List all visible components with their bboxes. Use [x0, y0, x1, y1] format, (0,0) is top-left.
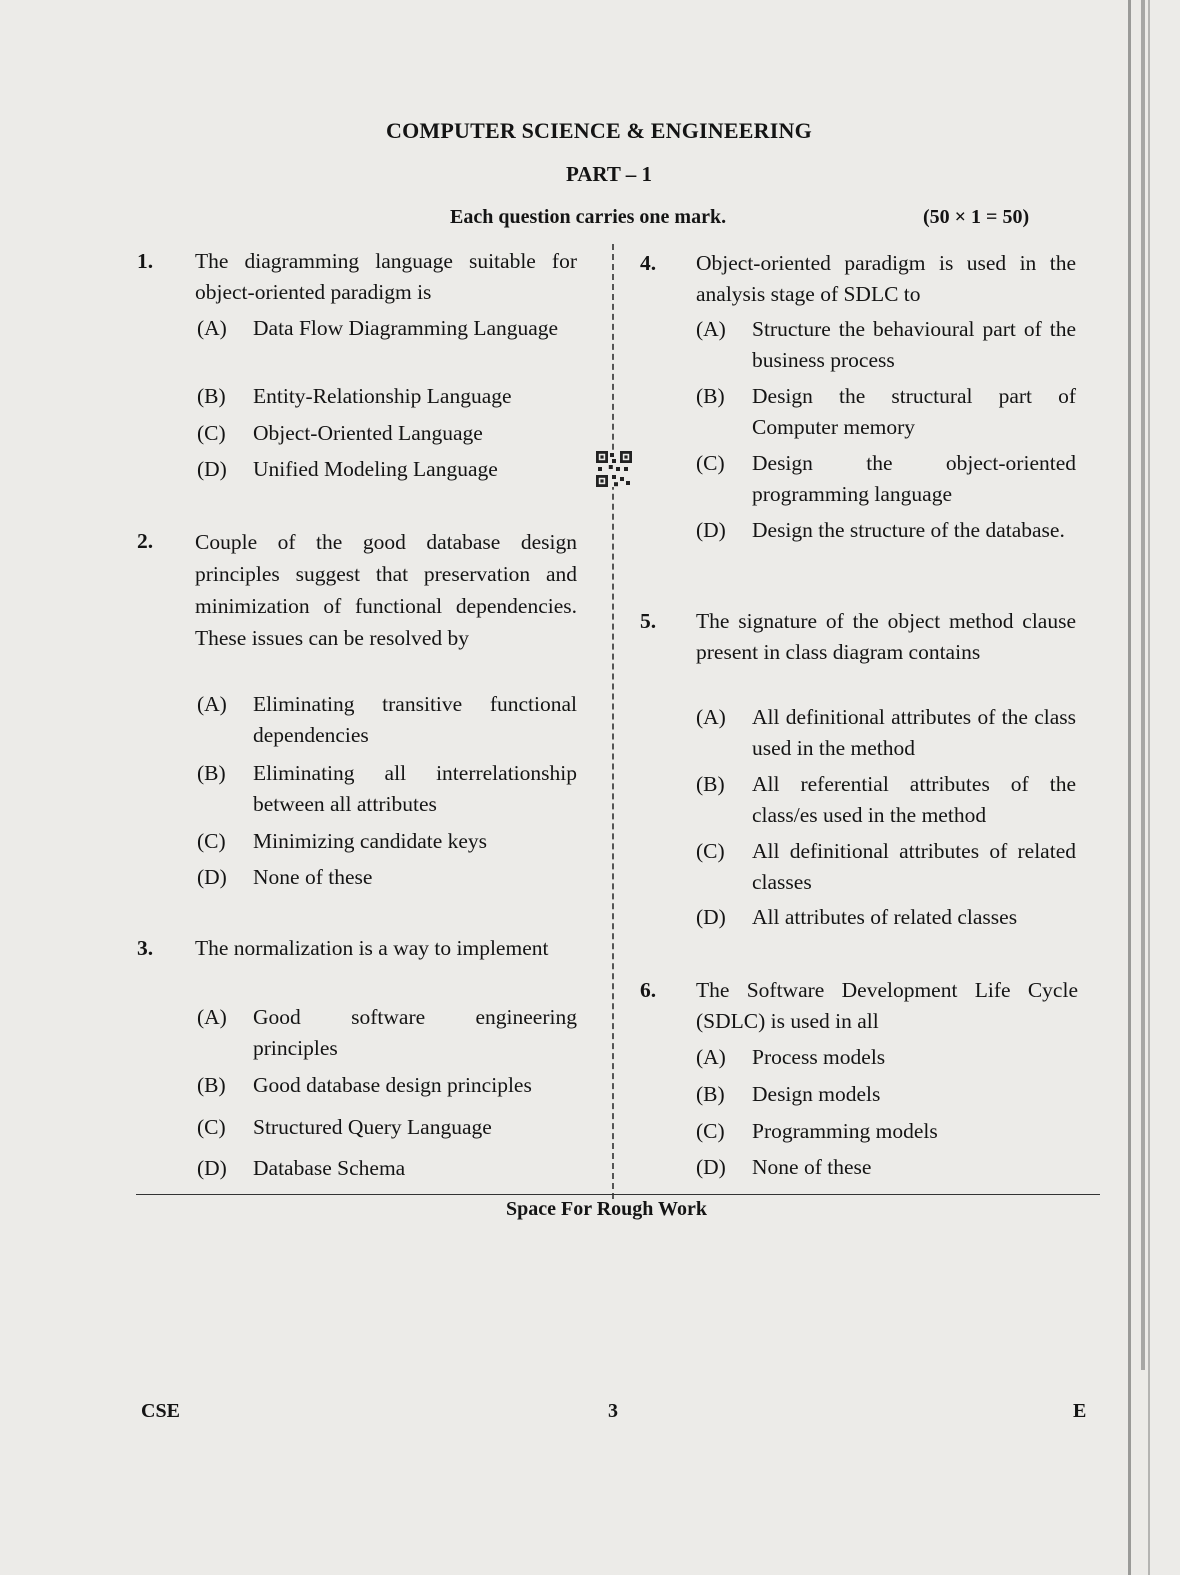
option-d: (D) Database Schema [197, 1156, 406, 1180]
page-title: COMPUTER SCIENCE & ENGINEERING [386, 118, 812, 143]
part-heading: PART – 1 [566, 162, 652, 186]
qr-code-icon [596, 450, 632, 488]
option-d: (D) None of these [197, 865, 373, 889]
footer-subject-code: CSE [141, 1400, 180, 1422]
option-b: (B) Entity-Relationship Language [197, 384, 512, 408]
question-text: The signature of the object method clause present in class diagram contains [696, 609, 1076, 664]
option-c: (C) All definitional attributes of related classes [696, 839, 1076, 894]
rough-work-divider [136, 1194, 1100, 1195]
option-a: (A) Process models [696, 1045, 886, 1069]
option-b: (B) All referential attributes of the class/es used in the method [696, 772, 1076, 827]
column-divider [612, 244, 614, 1199]
question-number: 2. [137, 529, 154, 553]
option-c: (C) Minimizing candidate keys [197, 829, 488, 853]
option-c: (C) Structured Query Language [197, 1115, 492, 1139]
question-number: 6. [640, 978, 657, 1002]
page-binding-strip [1141, 0, 1145, 1370]
question-number: 3. [137, 936, 154, 960]
option-a: (A) All definitional attributes of the class used in the method [696, 705, 1076, 760]
option-b: (B) Good database design principles [197, 1073, 532, 1097]
question-text: Couple of the good database design principles suggest that preservation and minimization of functional dependencies. These issues can be resolved by [195, 530, 577, 650]
option-b: (B) Design models [696, 1082, 881, 1106]
footer-series-code: E [1073, 1400, 1087, 1422]
question-text: The Software Development Life Cycle (SDLC) is used in all [696, 978, 1078, 1033]
footer-page-number: 3 [608, 1400, 618, 1422]
option-a: (A) Data Flow Diagramming Language [197, 316, 559, 340]
question-number: 1. [137, 249, 154, 273]
question-text: The diagramming language suitable for object-oriented paradigm is [195, 249, 577, 304]
option-c: (C) Object-Oriented Language [197, 421, 483, 445]
question-text: Object-oriented paradigm is used in the analysis stage of SDLC to [696, 251, 1076, 306]
question-text: The normalization is a way to implement [195, 936, 549, 960]
option-c: (C) Design the object-oriented programming language [696, 451, 1076, 506]
question-number: 4. [640, 251, 657, 275]
rough-work-label: Space For Rough Work [506, 1198, 707, 1220]
page-binding-edge [1128, 0, 1150, 1575]
option-b: (B) Design the structural part of Computer memory [696, 384, 1076, 439]
marks-total: (50 × 1 = 50) [923, 206, 1030, 228]
option-d: (D) All attributes of related classes [696, 905, 1018, 929]
option-a: (A) Good software engineering principles [197, 1005, 577, 1060]
option-a: (A) Structure the behavioural part of the business process [696, 317, 1076, 372]
question-number: 5. [640, 609, 657, 633]
option-c: (C) Programming models [696, 1119, 938, 1143]
option-a: (A) Eliminating transitive functional dependencies [197, 692, 577, 747]
option-d: (D) Unified Modeling Language [197, 457, 498, 481]
marks-instruction: Each question carries one mark. [450, 206, 727, 228]
option-d: (D) None of these [696, 1155, 872, 1179]
option-b: (B) Eliminating all interrelationship between all attributes [197, 761, 577, 816]
option-d: (D) Design the structure of the database. [696, 518, 1065, 542]
